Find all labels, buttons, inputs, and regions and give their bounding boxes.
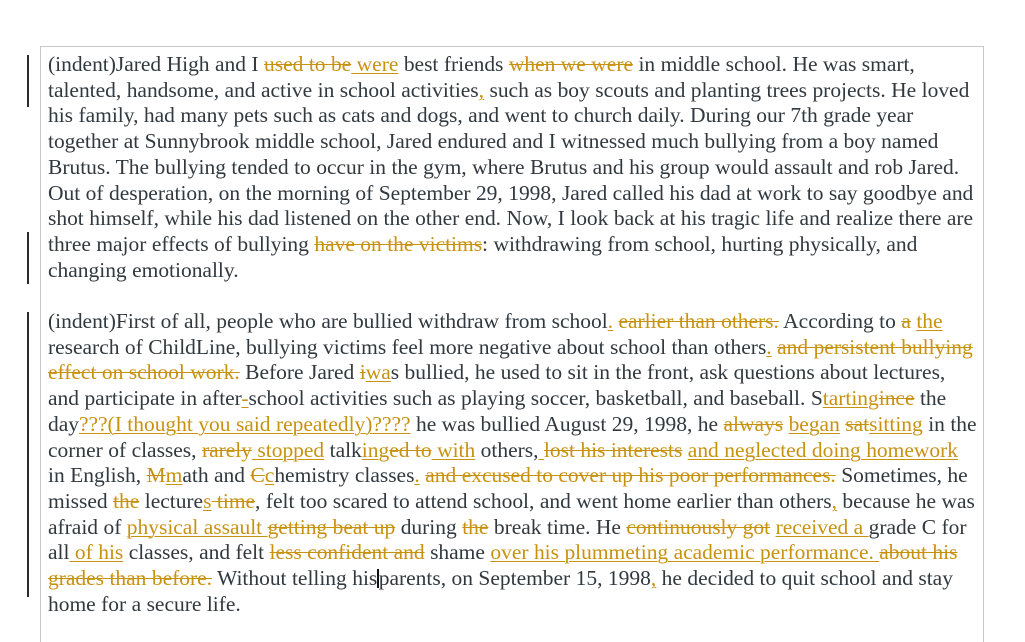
insertion-run: , bbox=[831, 488, 837, 513]
text-run: Without telling his bbox=[211, 566, 378, 591]
deletion-run: sat bbox=[845, 411, 870, 436]
deletion-run: lost his interests bbox=[543, 437, 683, 462]
text-run: Before Jared bbox=[239, 360, 360, 385]
deletion-run: and excused to cover up his poor performances. bbox=[425, 463, 836, 488]
document-text-body[interactable] bbox=[48, 52, 978, 617]
deletion-run: rarely bbox=[201, 437, 252, 462]
deletion-run: M bbox=[146, 463, 166, 488]
insertion-comment-run: ???(I thought you said repeatedly)???? bbox=[78, 411, 411, 436]
insertion-run: the bbox=[916, 309, 943, 334]
text-run: s bullied, he used to sit in the front, ask questions about lectures, and participate in after bbox=[48, 360, 946, 411]
insertion-run: . bbox=[607, 309, 614, 334]
deletion-run: C bbox=[250, 463, 265, 488]
text-run: talk bbox=[324, 437, 362, 462]
text-run: he was bullied August 29, 1998, he bbox=[410, 411, 724, 436]
deletion-run: always bbox=[723, 411, 784, 436]
insertion-run: ing bbox=[361, 437, 390, 462]
text-run: in the corner of classes, bbox=[48, 411, 977, 462]
change-bar bbox=[27, 232, 29, 284]
text-run: hemistry classes bbox=[274, 463, 415, 488]
deletion-run: used to be bbox=[264, 52, 352, 76]
insertion-run: . bbox=[766, 334, 772, 359]
deletion-run: getting beat up bbox=[267, 514, 396, 539]
deletion-run: and persistent bullying effect on school work. bbox=[48, 334, 973, 385]
text-run: break time. He bbox=[488, 514, 627, 539]
deletion-run: ince bbox=[878, 386, 915, 411]
deletion-run: about his grades than before. bbox=[48, 540, 958, 591]
deletion-run: to bbox=[409, 437, 432, 462]
change-bar bbox=[27, 55, 29, 107]
insertion-run: were bbox=[351, 52, 399, 76]
text-run: parents, on September 15, 1998 bbox=[378, 566, 651, 591]
insertion-run: stopped bbox=[251, 437, 325, 462]
paragraph-spacer bbox=[48, 283, 978, 309]
insertion-run: , bbox=[478, 77, 485, 102]
text-run: school activities such as playing soccer, basketball, and baseball. S bbox=[248, 386, 823, 411]
text-run: classes, and felt bbox=[123, 540, 270, 565]
text-run: in middle school. He was smart, talented, handsome, and active in school activities bbox=[48, 52, 915, 102]
deletion-run: when we were bbox=[508, 52, 633, 76]
insertion-run: tarting bbox=[822, 386, 879, 411]
text-run: According to bbox=[778, 309, 902, 334]
text-run: Sometimes, he missed bbox=[48, 463, 968, 513]
text-run: (indent)Jared High and I bbox=[48, 52, 265, 76]
text-run: , felt too scared to attend school, and went home earlier than others bbox=[255, 488, 832, 513]
text-run: because he was afraid of bbox=[48, 488, 975, 539]
text-run: such as boy scouts and planting trees projects. He loved his family, had many pets such as cats and dogs, and went to church daily. During our 7th grade year together at Sunnybrook middle school, Jared endured and I witnessed much bullying from a boy named Brutus. The bullying tended to occur in the gym, where Brutus and his group would assault and rob Jared. Out of desperation, on the morning of September 29, 1998, Jared called his dad at work to say goodbye and shot himself, while his dad listened on the other end. Now, I look back at his tragic life and realize there are three major effects of bullying bbox=[48, 77, 974, 256]
deletion-run: ed bbox=[389, 437, 410, 462]
deletion-run: time bbox=[211, 488, 256, 513]
paragraph-one[interactable] bbox=[48, 52, 978, 283]
text-run: best friends bbox=[398, 52, 509, 76]
insertion-run: c bbox=[264, 463, 275, 488]
text-run: the day bbox=[48, 386, 947, 436]
deletion-run: a bbox=[901, 309, 911, 334]
text-run: (indent)First of all, people who are bullied withdraw from school bbox=[48, 309, 608, 334]
text-run: in English, bbox=[48, 463, 147, 488]
text-run: lecture bbox=[139, 488, 204, 513]
insertion-run: with bbox=[431, 437, 476, 462]
insertion-run: wa bbox=[365, 360, 391, 385]
paragraph-two[interactable] bbox=[48, 309, 978, 617]
insertion-run: s bbox=[203, 488, 212, 513]
text-run: : withdrawing from school, hurting physically, and changing emotionally. bbox=[48, 231, 918, 282]
text-run: research of ChildLine, bullying victims feel more negative about school than others bbox=[48, 334, 767, 359]
insertion-run: physical assault bbox=[126, 514, 268, 539]
deletion-run: the bbox=[113, 488, 140, 513]
change-bar bbox=[27, 312, 29, 597]
insertion-run: sitting bbox=[869, 411, 923, 436]
deletion-run: earlier than others. bbox=[618, 309, 779, 334]
deletion-run: have on the victims bbox=[314, 231, 483, 256]
text-run: he decided to quit school and stay home for a secure life. bbox=[48, 566, 953, 616]
text-run: others, bbox=[475, 437, 539, 462]
insertion-run: , bbox=[650, 566, 657, 591]
deletion-run: continuously got bbox=[626, 514, 771, 539]
insertion-run: of his bbox=[69, 540, 124, 565]
deletion-run: i bbox=[359, 360, 366, 385]
text-run: shame bbox=[424, 540, 491, 565]
insertion-run: received a bbox=[775, 514, 869, 539]
insertion-run: and neglected doing homework bbox=[687, 437, 958, 462]
deletion-run: less confident and bbox=[269, 540, 425, 565]
deletion-run: the bbox=[462, 514, 489, 539]
text-run: ath and bbox=[182, 463, 251, 488]
insertion-run: - bbox=[241, 386, 249, 411]
insertion-run: m bbox=[165, 463, 183, 488]
insertion-run: began bbox=[788, 411, 840, 436]
insertion-run: . bbox=[414, 463, 420, 488]
text-run: grade C for all bbox=[48, 514, 967, 565]
insertion-run: over his plummeting academic performance. bbox=[490, 540, 880, 565]
text-run: during bbox=[395, 514, 463, 539]
